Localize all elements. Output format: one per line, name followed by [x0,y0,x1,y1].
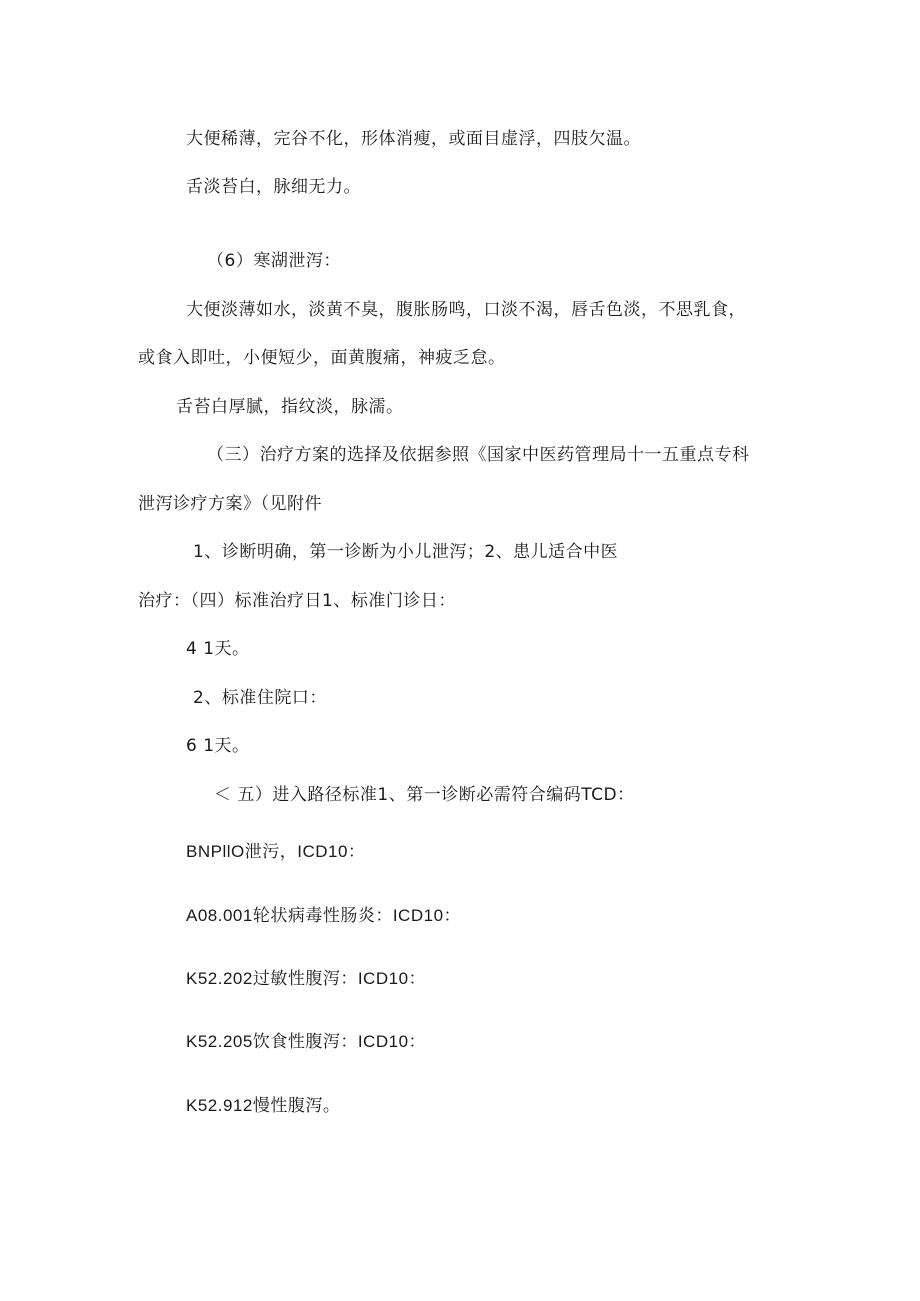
text-line-12: 2、标准住院口： [193,688,327,708]
text-line-8: 泄泻诊疗方案》（见附件 [138,494,322,514]
text-line-1: 大便稀薄，完谷不化，形体消瘦，或面目虚浮，四肢欠温。 [186,129,641,149]
text-line-6: 舌苔白厚腻，指纹淡，脉濡。 [176,397,404,417]
icd-line-2: A08.001轮状病毒性肠炎：ICD10： [186,906,462,925]
icd-line-3: K52.202过敏性腹泻：ICD10： [186,969,427,988]
text-line-5: 或食入即吐，小便短少，面黄腹痛，神疲乏怠。 [138,348,506,368]
section-heading-5: ＜ 五）进入路径标准1、第一诊断必需符合编码TCD： [214,785,635,805]
section-heading-6: （6）寒湖泄泻： [207,251,341,271]
text-line-9: 1、诊断明确，第一诊断为小儿泄泻；2、患儿适合中医 [193,542,619,562]
text-line-2: 舌淡苔白，脉细无力。 [186,177,361,197]
icd-line-5: K52.912慢性腹泻。 [186,1096,341,1115]
text-line-11: 4 1天。 [186,639,250,659]
text-line-13: 6 1天。 [186,736,250,756]
icd-line-4: K52.205饮食性腹泻：ICD10： [186,1032,427,1051]
section-heading-3: （三）治疗方案的选择及依据参照《国家中医药管理局十一五重点专科 [207,445,750,465]
text-line-10: 治疗：（四）标准治疗日1、标准门诊日： [138,591,456,611]
text-line-4: 大便淡薄如水，淡黄不臭，腹胀肠鸣，口淡不渴，唇舌色淡，不思乳食， [186,300,746,320]
icd-line-1: BNPllO泄污，ICD10： [186,842,366,861]
